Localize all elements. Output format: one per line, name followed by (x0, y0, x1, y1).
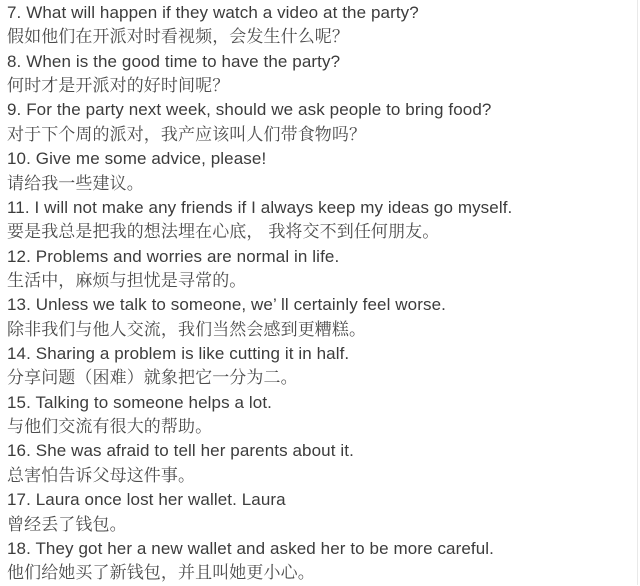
chinese-translation: 何时才是开派对的好时间呢？ (7, 76, 230, 96)
chinese-translation: 对于下个周的派对，我产应该叫人们带食物吗？ (7, 124, 367, 144)
chinese-translation: 请给我一些建议。 (7, 173, 144, 193)
chinese-translation: 总害怕告诉父母这件事。 (7, 465, 196, 485)
english-sentence: 10. Give me some advice, please! (7, 149, 267, 169)
chinese-translation: 与他们交流有很大的帮助。 (7, 417, 213, 437)
chinese-translation: 曾经丢了钱包。 (7, 514, 127, 534)
sentence-list (7, 1, 632, 586)
english-sentence: 17. Laura once lost her wallet. Laura (7, 490, 286, 510)
chinese-translation: 要是我总是把我的想法埋在心底， 我将交不到任何朋友。 (7, 222, 440, 242)
chinese-translation: 他们给她买了新钱包，并且叫她更小心。 (7, 563, 315, 583)
english-sentence: 8. When is the good time to have the party? (7, 51, 341, 71)
chinese-translation: 分享问题（困难）就象把它一分为二。 (7, 368, 298, 388)
english-sentence: 13. Unless we talk to someone, we’ ll certainly feel worse. (7, 295, 446, 315)
english-sentence: 14. Sharing a problem is like cutting it in half. (7, 344, 350, 364)
english-sentence: 12. Problems and worries are normal in life. (7, 246, 340, 266)
chinese-translation: 生活中，麻烦与担忧是寻常的。 (7, 270, 247, 290)
english-sentence: 16. She was afraid to tell her parents about it. (7, 441, 354, 461)
english-sentence: 15. Talking to someone helps a lot. (7, 392, 272, 412)
english-sentence: 9. For the party next week, should we ask people to bring food? (7, 100, 492, 120)
english-sentence: 11. I will not make any friends if I always keep my ideas go myself. (7, 197, 513, 217)
english-sentence: 18. They got her a new wallet and asked her to be more careful. (7, 538, 494, 558)
english-sentence: 7. What will happen if they watch a video at the party? (7, 3, 419, 22)
chinese-translation: 假如他们在开派对时看视频，会发生什么呢？ (7, 27, 349, 47)
chinese-translation: 除非我们与他人交流，我们当然会感到更糟糕。 (7, 319, 367, 339)
page-right-edge-line (637, 0, 638, 585)
